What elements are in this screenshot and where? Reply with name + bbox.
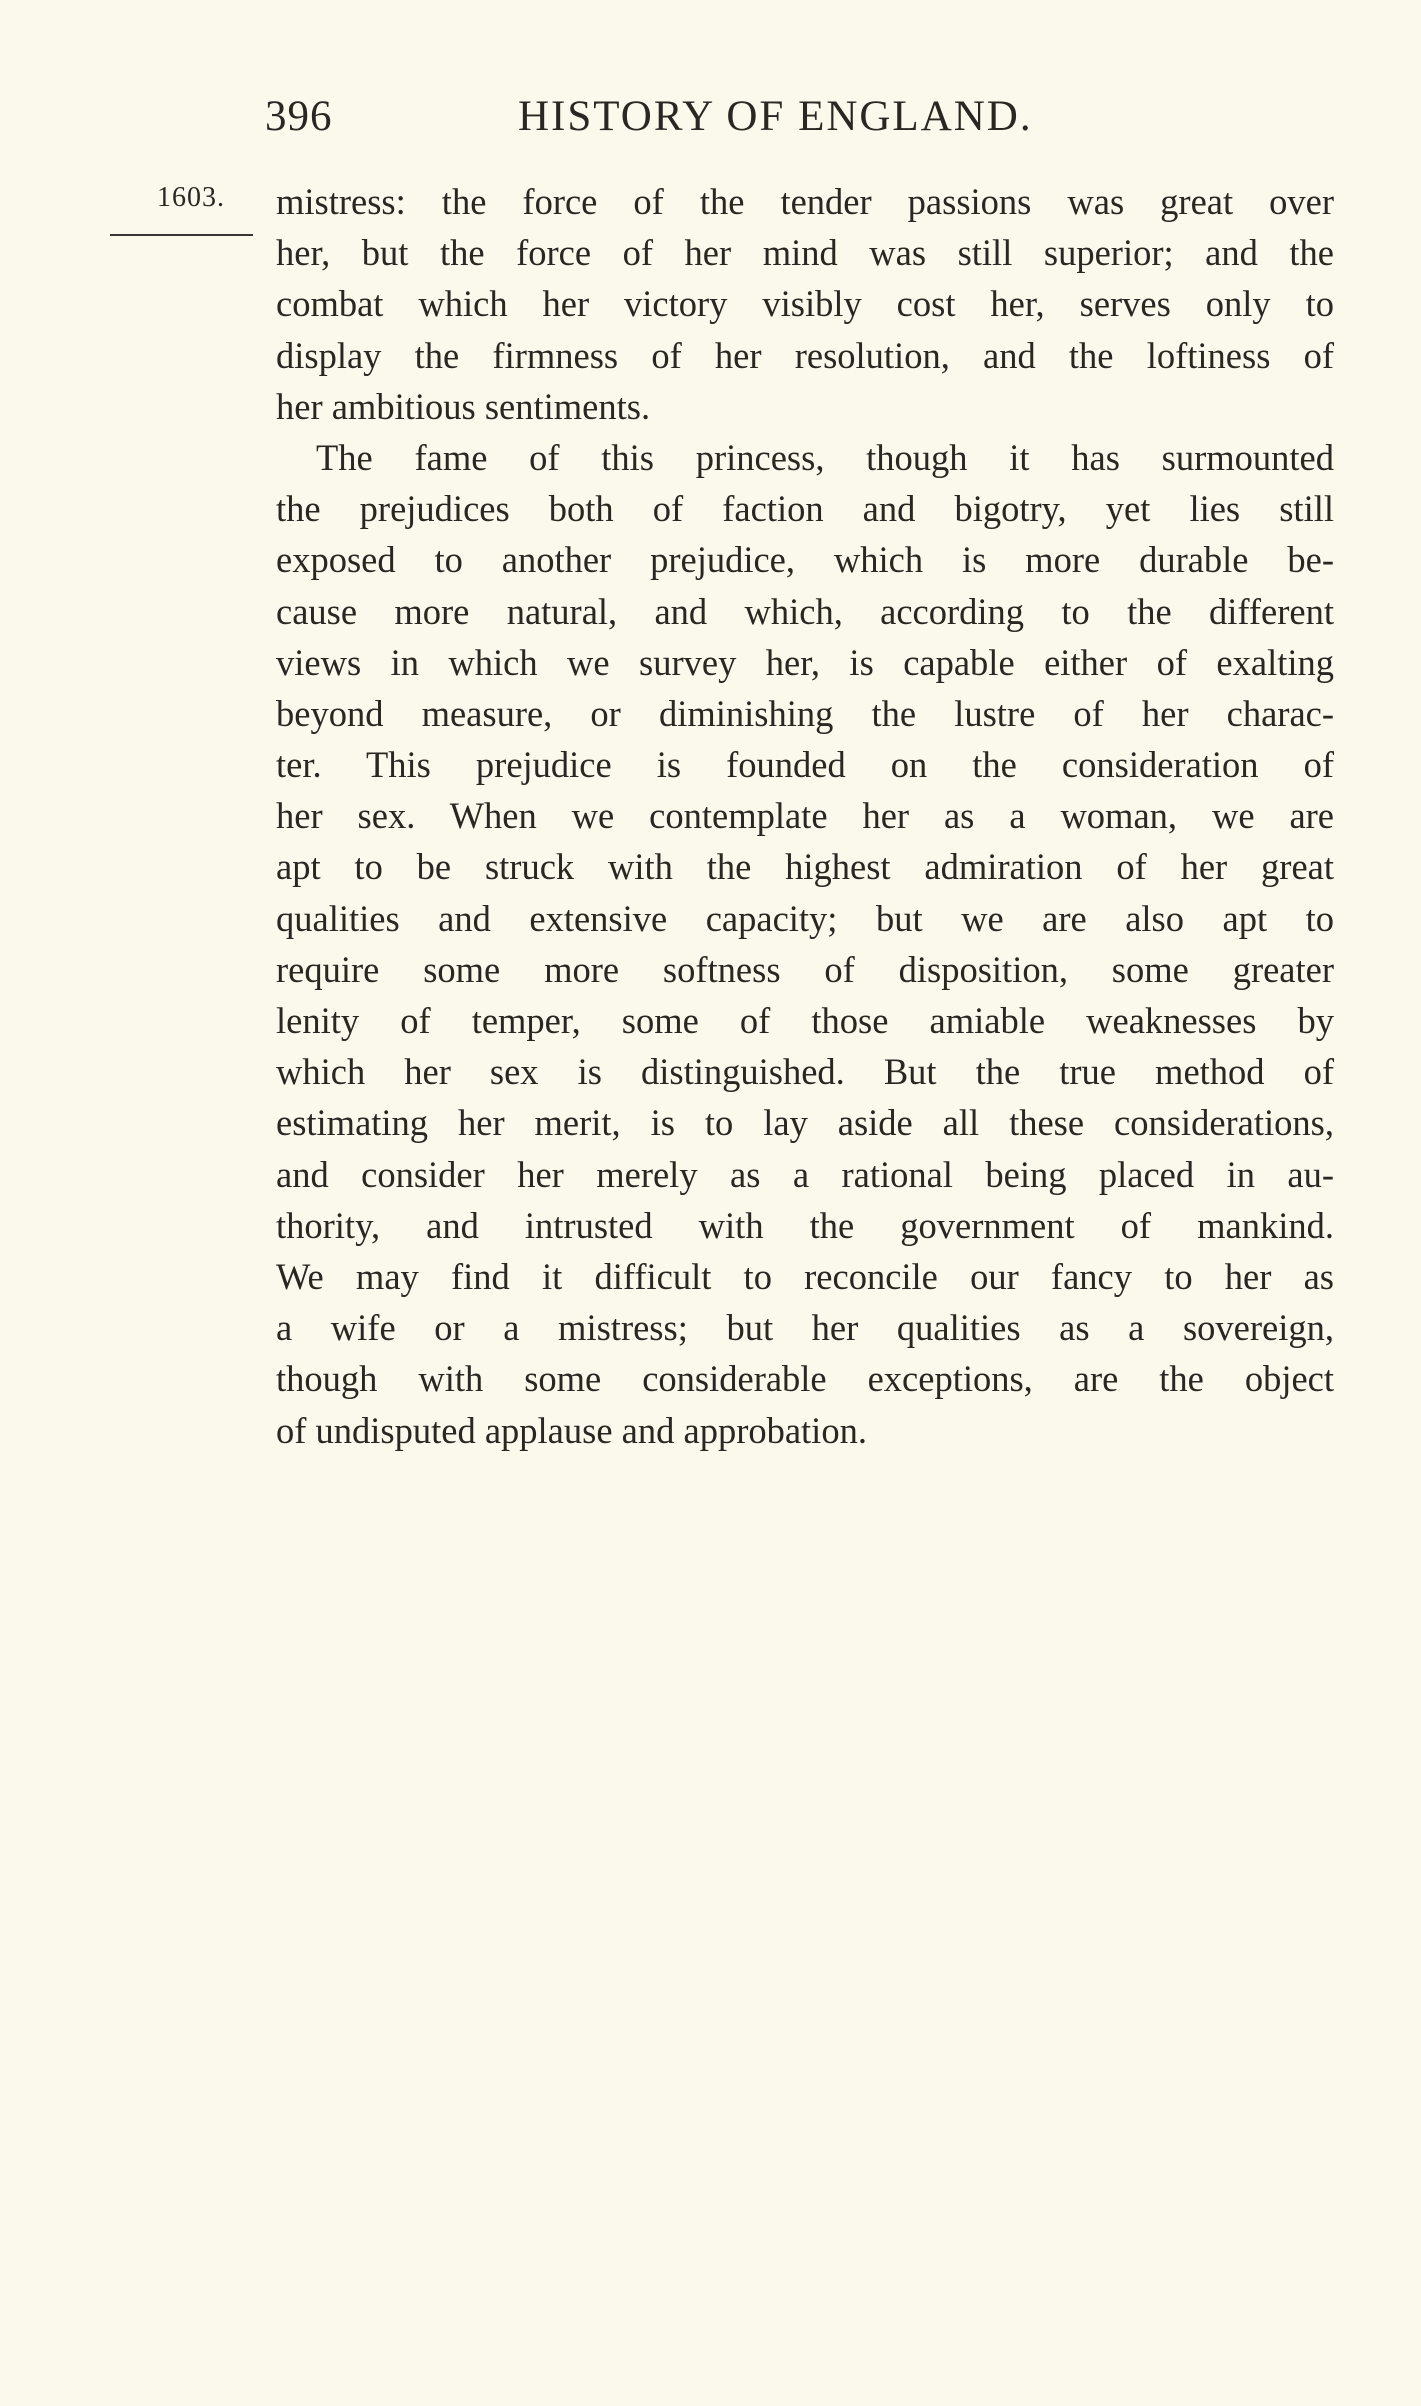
text-line: her ambitious sentiments.: [276, 385, 651, 427]
margin-year-note: 1603.: [157, 182, 225, 213]
margin-rule: [110, 234, 253, 236]
body-text: [276, 176, 1334, 1456]
running-head: [265, 92, 1135, 152]
text-line: apt to be struck with the highest admiration of her great: [276, 846, 1334, 888]
text-line: qualities and extensive capacity; but we are also apt to: [276, 897, 1334, 939]
text-line: her sex. When we contemplate her as a woman, we are: [276, 795, 1334, 837]
text-line: lenity of temper, some of those amiable weaknesses by: [276, 1000, 1334, 1041]
text-line: a wife or a mistress; but her qualities as a sovereign,: [276, 1307, 1334, 1349]
text-line: thority, and intrusted with the government of mankind.: [276, 1204, 1334, 1246]
text-line: which her sex is distinguished. But the true method of: [276, 1051, 1334, 1093]
text-line: estimating her merit, is to lay aside all these considerations,: [276, 1102, 1334, 1144]
page-number: 396: [265, 93, 333, 140]
text-line: require some more softness of disposition, some greater: [276, 948, 1334, 990]
text-line: mistress: the force of the tender passions was great over: [276, 181, 1334, 222]
text-line: the prejudices both of faction and bigotry, yet lies still: [276, 488, 1334, 530]
text-line: of undisputed applause and approbation.: [276, 1409, 867, 1451]
text-line: beyond measure, or diminishing the lustre of her charac-: [276, 692, 1334, 734]
text-line: and consider her merely as a rational being placed in au-: [276, 1153, 1334, 1195]
text-line: cause more natural, and which, according to the different: [276, 590, 1334, 632]
text-line: The fame of this princess, though it has surmounted: [316, 436, 1334, 478]
text-line: combat which her victory visibly cost her, serves only to: [276, 283, 1334, 325]
text-line: her, but the force of her mind was still superior; and the: [276, 232, 1334, 274]
running-title: HISTORY OF ENGLAND.: [518, 93, 1033, 140]
text-line: though with some considerable exceptions, are the object: [276, 1358, 1334, 1400]
text-line: display the firmness of her resolution, and the loftiness of: [276, 334, 1334, 376]
text-line: We may find it difficult to reconcile our fancy to her as: [276, 1255, 1334, 1297]
text-line: views in which we survey her, is capable either of exalting: [276, 641, 1334, 683]
text-line: exposed to another prejudice, which is more durable be-: [276, 539, 1334, 581]
text-line: ter. This prejudice is founded on the consideration of: [276, 744, 1334, 786]
